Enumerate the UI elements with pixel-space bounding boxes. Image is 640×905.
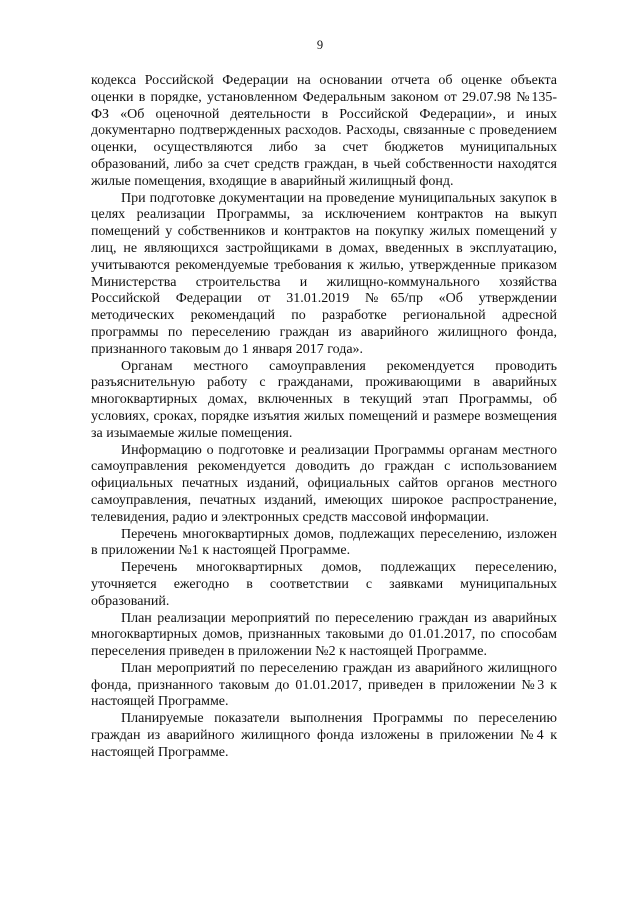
paragraph: План мероприятий по переселению граждан из аварийного жилищного фонда, признанного таковым до 01.01.2017, приведен в приложении №3 к настоящей Программе. — [91, 660, 557, 710]
paragraph: При подготовке документации на проведение муниципальных закупок в целях реализации Программы, за исключением контрактов на выкуп помещений у собственников и контрактов на покупку жилых помещений у лиц, не являющихся застройщиками в домах, введенных в эксплуатацию, учитываются рекомендуемые требования к жилью, утвержденные приказом Министерства строительства и жилищно-коммунального хозяйства Российской Федерации от 31.01.2019 №65/пр «Об утверждении методических рекомендаций по разработке региональной адресной программы по переселению граждан из аварийного жилищного фонда, признанного таковым до 1 января 2017 года». — [91, 190, 557, 357]
paragraph: Информацию о подготовке и реализации Программы органам местного самоуправления рекомендуется доводить до граждан с использованием официальных печатных изданий, официальных сайтов органов местного самоуправления, печатных изданий, имеющих широкое распространение, телевидения, радио и электронных средств массовой информации. — [91, 442, 557, 525]
paragraph: Планируемые показатели выполнения Программы по переселению граждан из аварийного жилищного фонда изложены в приложении №4 к настоящей Программе. — [91, 711, 557, 760]
paragraph: Органам местного самоуправления рекомендуется проводить разъяснительную работу с гражданами, проживающими в аварийных многоквартирных домах, включенных в текущий этап Программы, об условиях, сроках, порядке изъятия жилых помещений и размере возмещения за изымаемые жилые помещения. — [91, 358, 557, 441]
page-number: 9 — [316, 38, 324, 52]
paragraph: Перечень многоквартирных домов, подлежащих переселению, уточняется ежегодно в соответствии с заявками муниципальных образований. — [91, 560, 557, 609]
paragraph: Перечень многоквартирных домов, подлежащих переселению, изложен в приложении №1 к настоящей Программе. — [91, 526, 557, 559]
paragraph: кодекса Российской Федерации на основании отчета об оценке объекта оценки в порядке, установленном Федеральным законом от 29.07.98 №135-ФЗ «Об оценочной деятельности в Российской Федерации», и иных документарно подтвержденных расходов. Расходы, связанные с проведением оценки, осуществляются либо за счет бюджетов муниципальных образований, либо за счет средств граждан, в чьей собственности находятся жилые помещения, входящие в аварийный жилищный фонд. — [91, 73, 557, 189]
page-body — [91, 73, 557, 762]
paragraph: План реализации мероприятий по переселению граждан из аварийных многоквартирных домов, признанных таковыми до 01.01.2017, по способам переселения приведен в приложении №2 к настоящей Программе. — [91, 610, 557, 660]
